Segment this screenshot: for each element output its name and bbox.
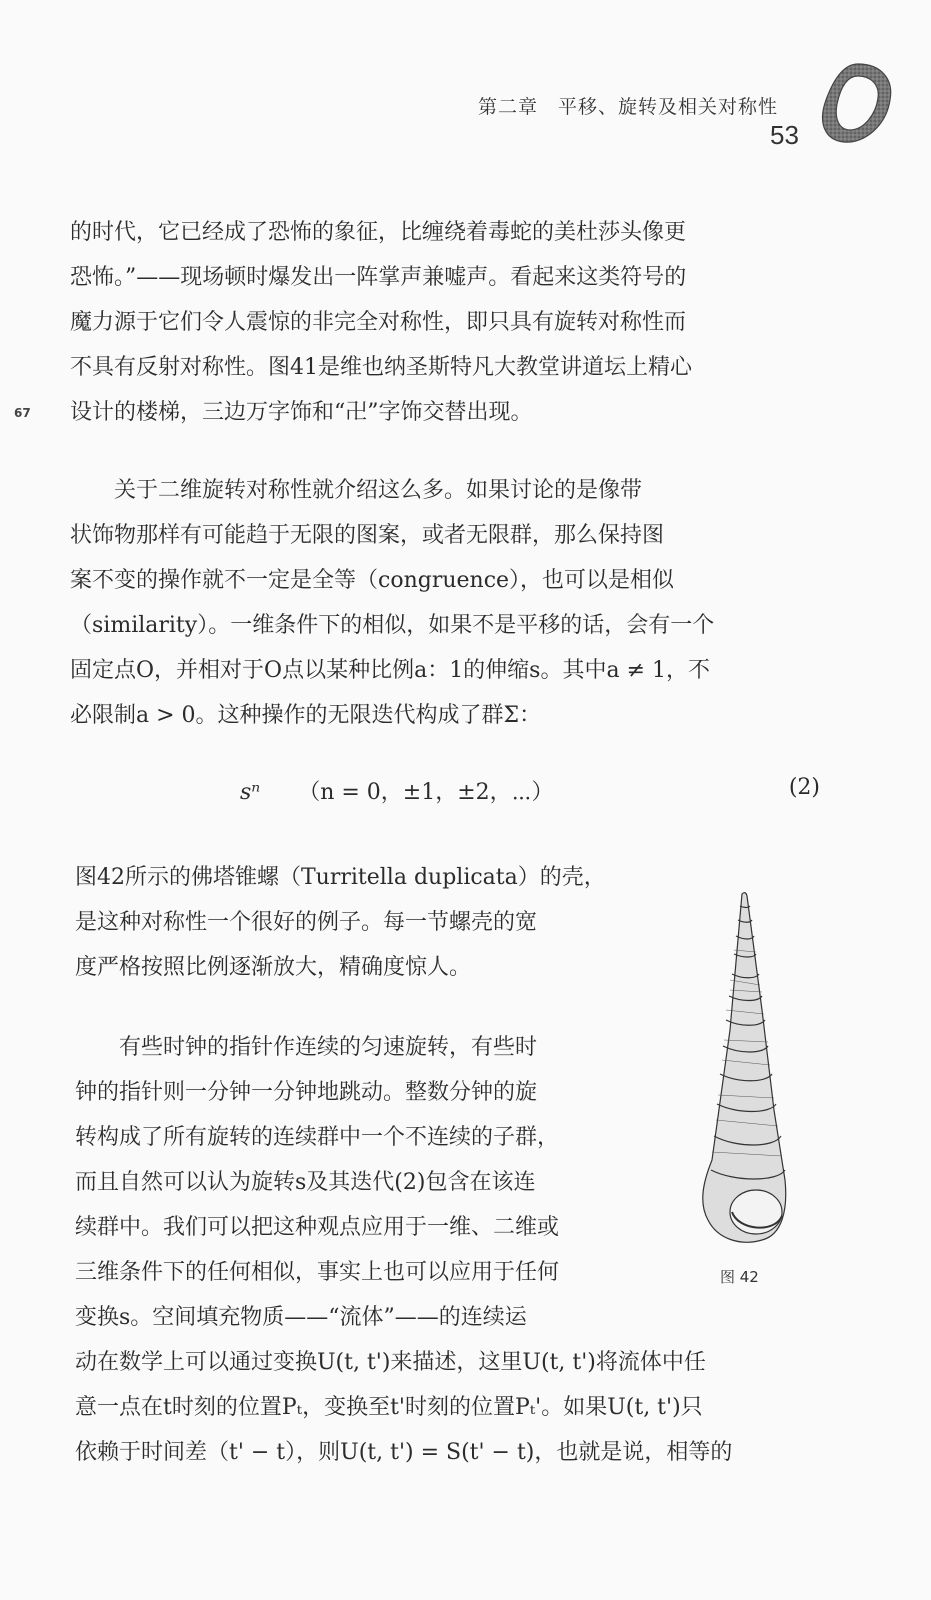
text-line: 不具有反射对称性。图41是维也纳圣斯特凡大教堂讲道坛上精心 [70, 355, 692, 380]
equation-lhs: sⁿ [240, 780, 261, 805]
text-line: 恐怖。”——现场顿时爆发出一阵掌声兼嘘声。看起来这类符号的 [70, 265, 687, 290]
text-line: 是这种对称性一个很好的例子。每一节螺壳的宽 [75, 910, 538, 935]
paragraph-1 [70, 210, 822, 435]
text-line: 三维条件下的任何相似，事实上也可以应用于任何 [75, 1260, 560, 1285]
ring-logo-icon [818, 60, 896, 146]
text-line: 续群中。我们可以把这种观点应用于一维、二维或 [75, 1215, 560, 1240]
text-line: 案不变的操作就不一定是全等（congruence），也可以是相似 [70, 568, 675, 593]
margin-page-reference: 67 [14, 406, 31, 420]
text-line: 有些时钟的指针作连续的匀速旋转，有些时 [75, 1035, 538, 1060]
text-line: 转构成了所有旋转的连续群中一个不连续的子群， [75, 1125, 560, 1150]
text-line: 度严格按照比例逐渐放大，精确度惊人。 [75, 955, 472, 980]
text-line: 变换s。空间填充物质——“流体”——的连续运 [75, 1305, 527, 1330]
text-line: 关于二维旋转对称性就介绍这么多。如果讨论的是像带 [70, 478, 643, 503]
text-line: 意一点在t时刻的位置Pₜ，变换至t'时刻的位置Pₜ'。如果U(t, t')只 [75, 1395, 703, 1420]
page-number: 53 [770, 120, 799, 150]
text-line: 必限制a > 0。这种操作的无限迭代构成了群Σ： [70, 703, 542, 728]
paragraph-3 [75, 855, 675, 990]
text-line: 设计的楼梯，三边万字饰和“卍”字饰交替出现。 [70, 400, 533, 425]
figure-caption: 图 42 [720, 1268, 759, 1286]
text-line: 固定点O，并相对于O点以某种比例a：1的伸缩s。其中a ≠ 1，不 [70, 658, 711, 683]
text-line: 钟的指针则一分钟一分钟地跳动。整数分钟的旋 [75, 1080, 538, 1105]
text-line: 动在数学上可以通过变换U(t, t')来描述，这里U(t, t')将流体中任 [75, 1350, 706, 1375]
text-line: 而且自然可以认为旋转s及其迭代(2)包含在该连 [75, 1170, 536, 1195]
text-line: 状饰物那样有可能趋于无限的图案，或者无限群，那么保持图 [70, 523, 665, 548]
text-line: 的时代，它已经成了恐怖的象征，比缠绕着毒蛇的美杜莎头像更 [70, 220, 687, 245]
turritella-shell-illustration [690, 890, 820, 1255]
text-line: 依赖于时间差（t' − t），则U(t, t') = S(t' − t)，也就是说，相等的 [75, 1440, 733, 1465]
equation-rhs: （n = 0，±1，±2，⋯） [298, 780, 554, 805]
equation-2 [240, 775, 820, 806]
text-line: 魔力源于它们令人震惊的非完全对称性，即只具有旋转对称性而 [70, 310, 687, 335]
paragraph-2 [70, 468, 822, 738]
text-line: 图42所示的佛塔锥螺（Turritella duplicata）的壳， [75, 865, 606, 890]
equation-number: (2) [788, 775, 820, 800]
chapter-title: 第二章 平移、旋转及相关对称性 [478, 96, 779, 118]
text-line: （similarity）。一维条件下的相似，如果不是平移的话，会有一个 [70, 613, 715, 638]
